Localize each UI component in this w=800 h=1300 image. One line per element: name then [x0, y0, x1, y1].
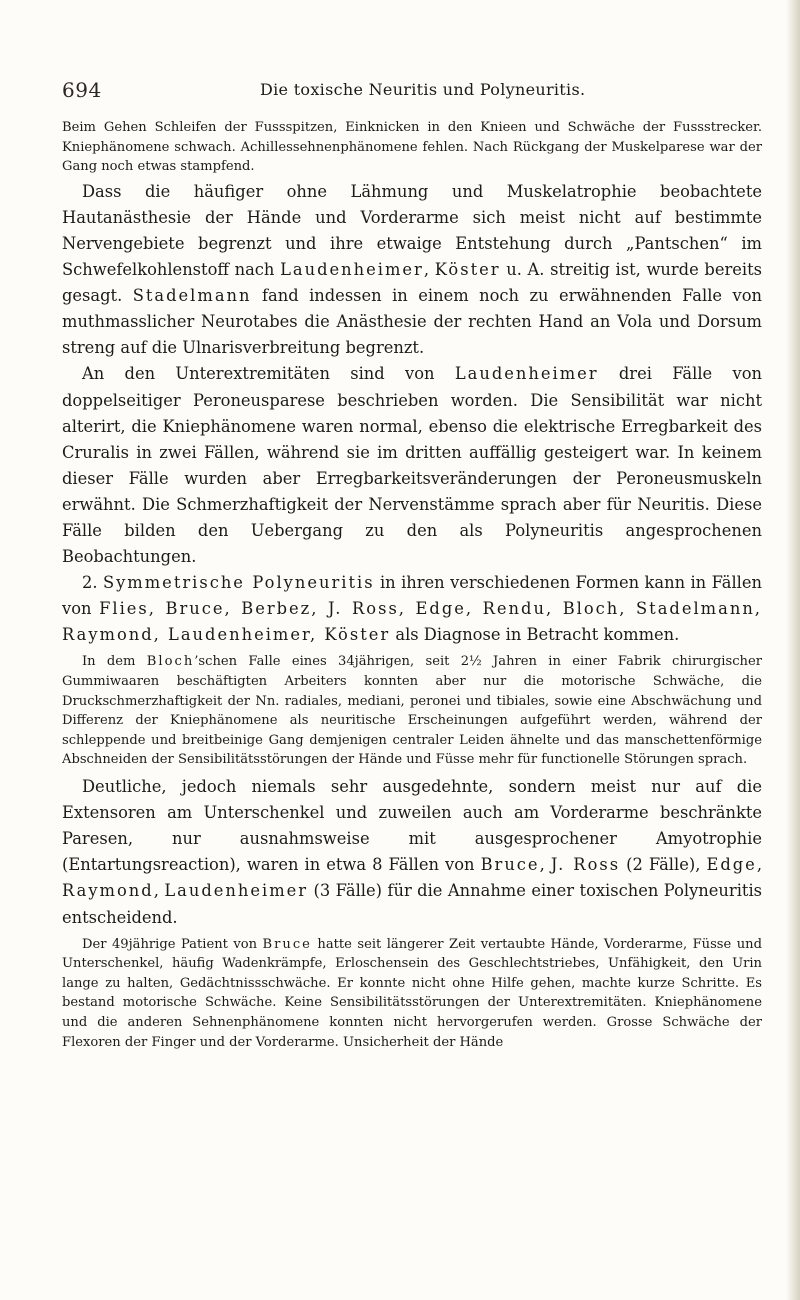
- author-name: Laudenheimer: [280, 260, 424, 280]
- text-run: fand indessen in einem noch zu erwähnenden Falle von muthmasslicher Neurotabes die Anästhesie der rechten Hand an Vola und Dorsum streng auf die Ulnarisverbreitung begrenzt.: [62, 286, 763, 358]
- paragraph-pareses: [62, 774, 762, 931]
- paragraph-symmetric-polyneuritis: [62, 570, 762, 648]
- text-run: u. A. streitig ist, wurde bereits gesagt.: [62, 260, 762, 306]
- text-run: (2 Fälle),: [620, 855, 707, 875]
- paragraph-case-continued: Beim Gehen Schleifen der Fussspitzen, Einknicken in den Knieen und Schwäche der Fussstrecker. Kniephänomene schwach. Achillessehnenphänomene fehlen. Nach Rückgang der Muskelparese war der Gang noch etwas stampfend.: [62, 120, 762, 175]
- section-heading: Symmetrische Polyneuritis: [102, 573, 375, 593]
- paragraph-bruce-case: [62, 935, 762, 1053]
- page-edge-shadow: [786, 0, 800, 1300]
- text-run: als Diagnose in Betracht kommen.: [390, 625, 680, 645]
- text-run: hatte seit längerer Zeit vertaubte Hände, Vorderarme, Füsse und Unterschenkel, häufig Wadenkrämpfe, Erloschensein des Geschlechtstriebes, Unfähigkeit, den Urin lange zu halten, Gedächtnissschwäche. Er konnte nicht ohne Hilfe gehen, machte kurze Schritte. Es bestand motorische Schwäche. Keine Sensibilitätsstörungen der Unterextremitäten. Kniephänomene und die anderen Sehnenphänomene konnten nicht hervorgerufen werden. Grosse Schwäche der Flexoren der Finger und der Vorderarme. Unsicherheit der Hände: [62, 936, 762, 1050]
- text-run: ,: [153, 881, 165, 901]
- author-list: Flies, Bruce, Berbez, J. Ross, Edge, Rendu, Bloch, Stadelmann, Raymond, Laudenheimer, Köster: [62, 599, 762, 645]
- text-run: Dass die häufiger ohne Lähmung und Muskelatrophie beobachtete Hautanästhesie der Hände und Vorderarme sich meist nicht auf bestimmte Nervengebiete begrenzt und ihre etwaige Entstehung durch „Pantschen“ im Schwefelkohlenstoff nach: [62, 181, 762, 280]
- author-name: Bruce: [480, 855, 540, 875]
- text-run: in ihren verschiedenen Formen kann in Fällen von: [62, 573, 762, 619]
- text-run: Der 49jährige Patient von: [82, 936, 263, 952]
- text-run: In dem: [82, 654, 147, 670]
- text-run: An den Unterextremitäten sind von: [82, 364, 455, 384]
- text-run: Deutliche, jedoch niemals sehr ausgedehnte, sondern meist nur auf die Extensoren am Unterschenkel und zuweilen auch am Vorderarme beschränkte Paresen, nur ausnahmsweise mit ausgesprochener Amyotrophie (Entartungsreaction), waren in etwa 8 Fällen von: [62, 777, 762, 875]
- text-run: 2.: [82, 573, 103, 593]
- author-name: Laudenheimer: [454, 364, 599, 384]
- paragraph-lower-extremities: [62, 361, 762, 570]
- paragraph-bloch-case: [62, 652, 762, 770]
- page-header: [62, 78, 762, 104]
- author-name: Bruce: [262, 936, 312, 952]
- text-run: ,: [539, 855, 551, 875]
- author-name: Bloch: [146, 654, 195, 670]
- author-name: J. Ross: [550, 855, 621, 875]
- text-run: ,: [756, 855, 762, 875]
- text-run: ,: [423, 260, 435, 280]
- page-body: [62, 118, 762, 1052]
- text-run: drei Fälle von doppelseitiger Peroneusparese beschrieben worden. Die Sensibilität war nicht alterirt, die Kniephänomene waren normal, ebenso die elektrische Erregbarkeit des Cruralis in zwei Fällen, während sie im dritten auffällig gesteigert war. In keinem dieser Fälle wurden aber Erregbarkeitsveränderungen der Peroneusmuskeln erwähnt. Die Schmerzhaftigkeit der Nervenstämme sprach aber für Neuritis. Diese Fälle bilden den Uebergang zu den als Polyneuritis angesprochenen Beobachtungen.: [62, 364, 762, 567]
- author-name: Edge: [706, 855, 757, 875]
- author-name: Raymond: [62, 881, 154, 901]
- paragraph-hand-anaesthesia: [62, 179, 762, 362]
- author-name: Köster: [434, 260, 501, 280]
- page-number: 694: [62, 78, 102, 102]
- text-run: (3 Fälle) für die Annahme einer toxischen Polyneuritis entscheidend.: [62, 881, 763, 927]
- author-name: Laudenheimer: [164, 881, 309, 901]
- text-run: ’schen Falle eines 34jährigen, seit 2½ Jahren in einer Fabrik chirurgischer Gummiwaaren beschäftigten Arbeiters konnten aber nur die motorische Schwäche, die Druckschmerzhaftigkeit der Nn. radiales, mediani, peronei und tibiales, sowie eine Abschwächung und Differenz der Kniephänomene als neuritische Erscheinungen aufgeführt werden, während der schleppende und breitbeinige Gang demjenigen centraler Leiden ähnelte und das manschettenförmige Abschneiden der Sensibilitätsstörungen der Hände und Füsse mehr für functionelle Störungen sprach.: [62, 654, 762, 768]
- running-head: Die toxische Neuritis und Polyneuritis.: [260, 80, 586, 99]
- author-name: Stadelmann: [132, 286, 252, 306]
